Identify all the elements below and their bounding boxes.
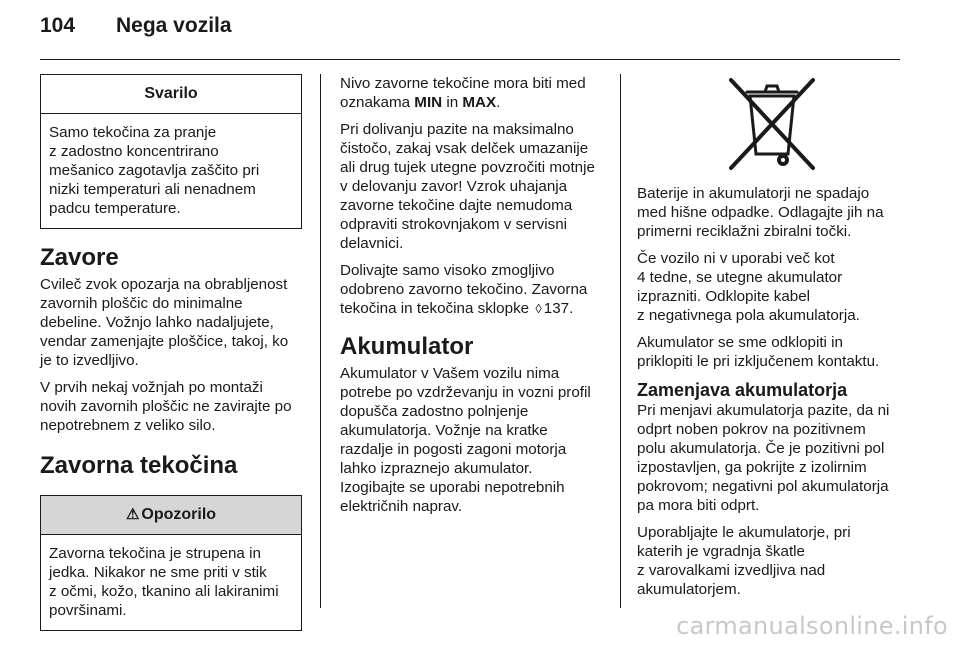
page-number: 104 (40, 14, 76, 37)
brakes-paragraph-2: V prvih nekaj vožnjah po montaži novih zavornih ploščic ne zavirajte po nepotrebnem z veliko silo. (40, 379, 292, 434)
brakes-paragraph-1: Cvileč zvok opozarja na obrabljenost zavornih ploščic do minimalne debeline. Vožnjo lahko nadaljujete, vendar zamenjajte ploščice, takoj, ko je to izvedljivo. (40, 276, 289, 369)
header-rule (40, 59, 900, 60)
crossed-out-bin-icon (717, 74, 827, 174)
column-divider-2 (620, 74, 621, 608)
battery-paragraph: Akumulator v Vašem vozilu nima potrebe po vzdrževanju in vozni profil dopušča zadostno polnjenje akumulatorja. Vožnje na kratke razdalje in pogosti zagoni motorja lahko izpraznejo akumulator. Izogibajte se uporabi nepotrebnih električnih naprav. (340, 365, 591, 515)
disposal-symbol (637, 74, 907, 174)
site-watermark: carmanualsonline.info (676, 612, 948, 640)
page-header (40, 14, 232, 54)
brakes-heading: Zavore (40, 244, 119, 271)
warning-triangle-icon: ⚠ (125, 506, 140, 523)
notice-box-body: Samo tekočina za pranje z zadostno koncentrirano mešanico zagotavlja zaščito pri nizki temperaturi ali nenadnem padcu temperature. (49, 124, 260, 217)
approved-fluid-text: Dolivajte samo visoko zmogljivo odobreno zavorno tekočino. Zavorna tekočina in tekočina sklopke (340, 262, 588, 317)
notice-box-title: Svarilo (41, 75, 301, 114)
warning-box (40, 495, 302, 631)
storage-paragraph: Če vozilo ni v uporabi več kot 4 tedne, se utegne akumulator izprazniti. Odklopite kabel z negativnega pola akumulatorja. (637, 250, 860, 324)
section-title: Nega vozila (116, 14, 232, 37)
arrow-reference-icon: ◊ (535, 301, 542, 316)
max-label: MAX (462, 94, 497, 111)
brake-fluid-heading: Zavorna tekočina (40, 452, 238, 479)
fluid-level-text-in: in (442, 94, 463, 111)
fluid-level-text-end: . (496, 94, 501, 111)
warning-box-title: Opozorilo (141, 506, 217, 523)
warning-box-body: Zavorna tekočina je strupena in jedka. Nikakor ne sme priti v stik z očmi, kožo, tkanino ali lakiranimi površinami. (49, 545, 279, 619)
refill-paragraph: Pri dolivanju pazite na maksimalno čistočo, zakaj vsak delček umazanije ali drug tujek utegne povzročiti motnje v delovanju zavor! Vzrok uhajanja zavorne tekočine dajte nemudoma odpraviti strokovnjakom v servisni delavnici. (340, 121, 595, 252)
column-3 (637, 74, 907, 607)
replacement-paragraph: Pri menjavi akumulatorja pazite, da ni odprt noben pokrov na pozitivnem polu akumulatorja. Če je pozitivni pol izpostavljen, ga pokrijte z izolirnim pokrovom; negativni pol akumulatorja pa mora biti odprt. (637, 402, 890, 514)
battery-heading: Akumulator (340, 333, 474, 360)
column-1 (40, 74, 302, 645)
battery-replacement-heading: Zamenjava akumulatorja (637, 380, 848, 400)
page-reference: 137. (543, 300, 574, 317)
fluid-level-paragraph (340, 74, 604, 112)
warning-box-header (41, 496, 301, 535)
column-2 (340, 74, 604, 524)
min-label: MIN (414, 94, 443, 111)
disconnect-paragraph: Akumulator se sme odklopiti in priklopiti le pri izključenem kontaktu. (637, 334, 880, 370)
notice-box (40, 74, 302, 229)
disposal-paragraph: Baterije in akumulatorji ne spadajo med hišne odpadke. Odlagajte jih na primerni reciklažni zbiralni točki. (637, 185, 884, 240)
fluid-level-text: Nivo zavorne tekočine mora biti med oznakama (340, 75, 586, 111)
column-divider-1 (320, 74, 321, 608)
approved-fluid-paragraph (340, 261, 604, 318)
fuse-box-paragraph: Uporabljajte le akumulatorje, pri katerih je vgradnja škatle z varovalkami izvedljiva nad akumulatorjem. (637, 524, 851, 598)
